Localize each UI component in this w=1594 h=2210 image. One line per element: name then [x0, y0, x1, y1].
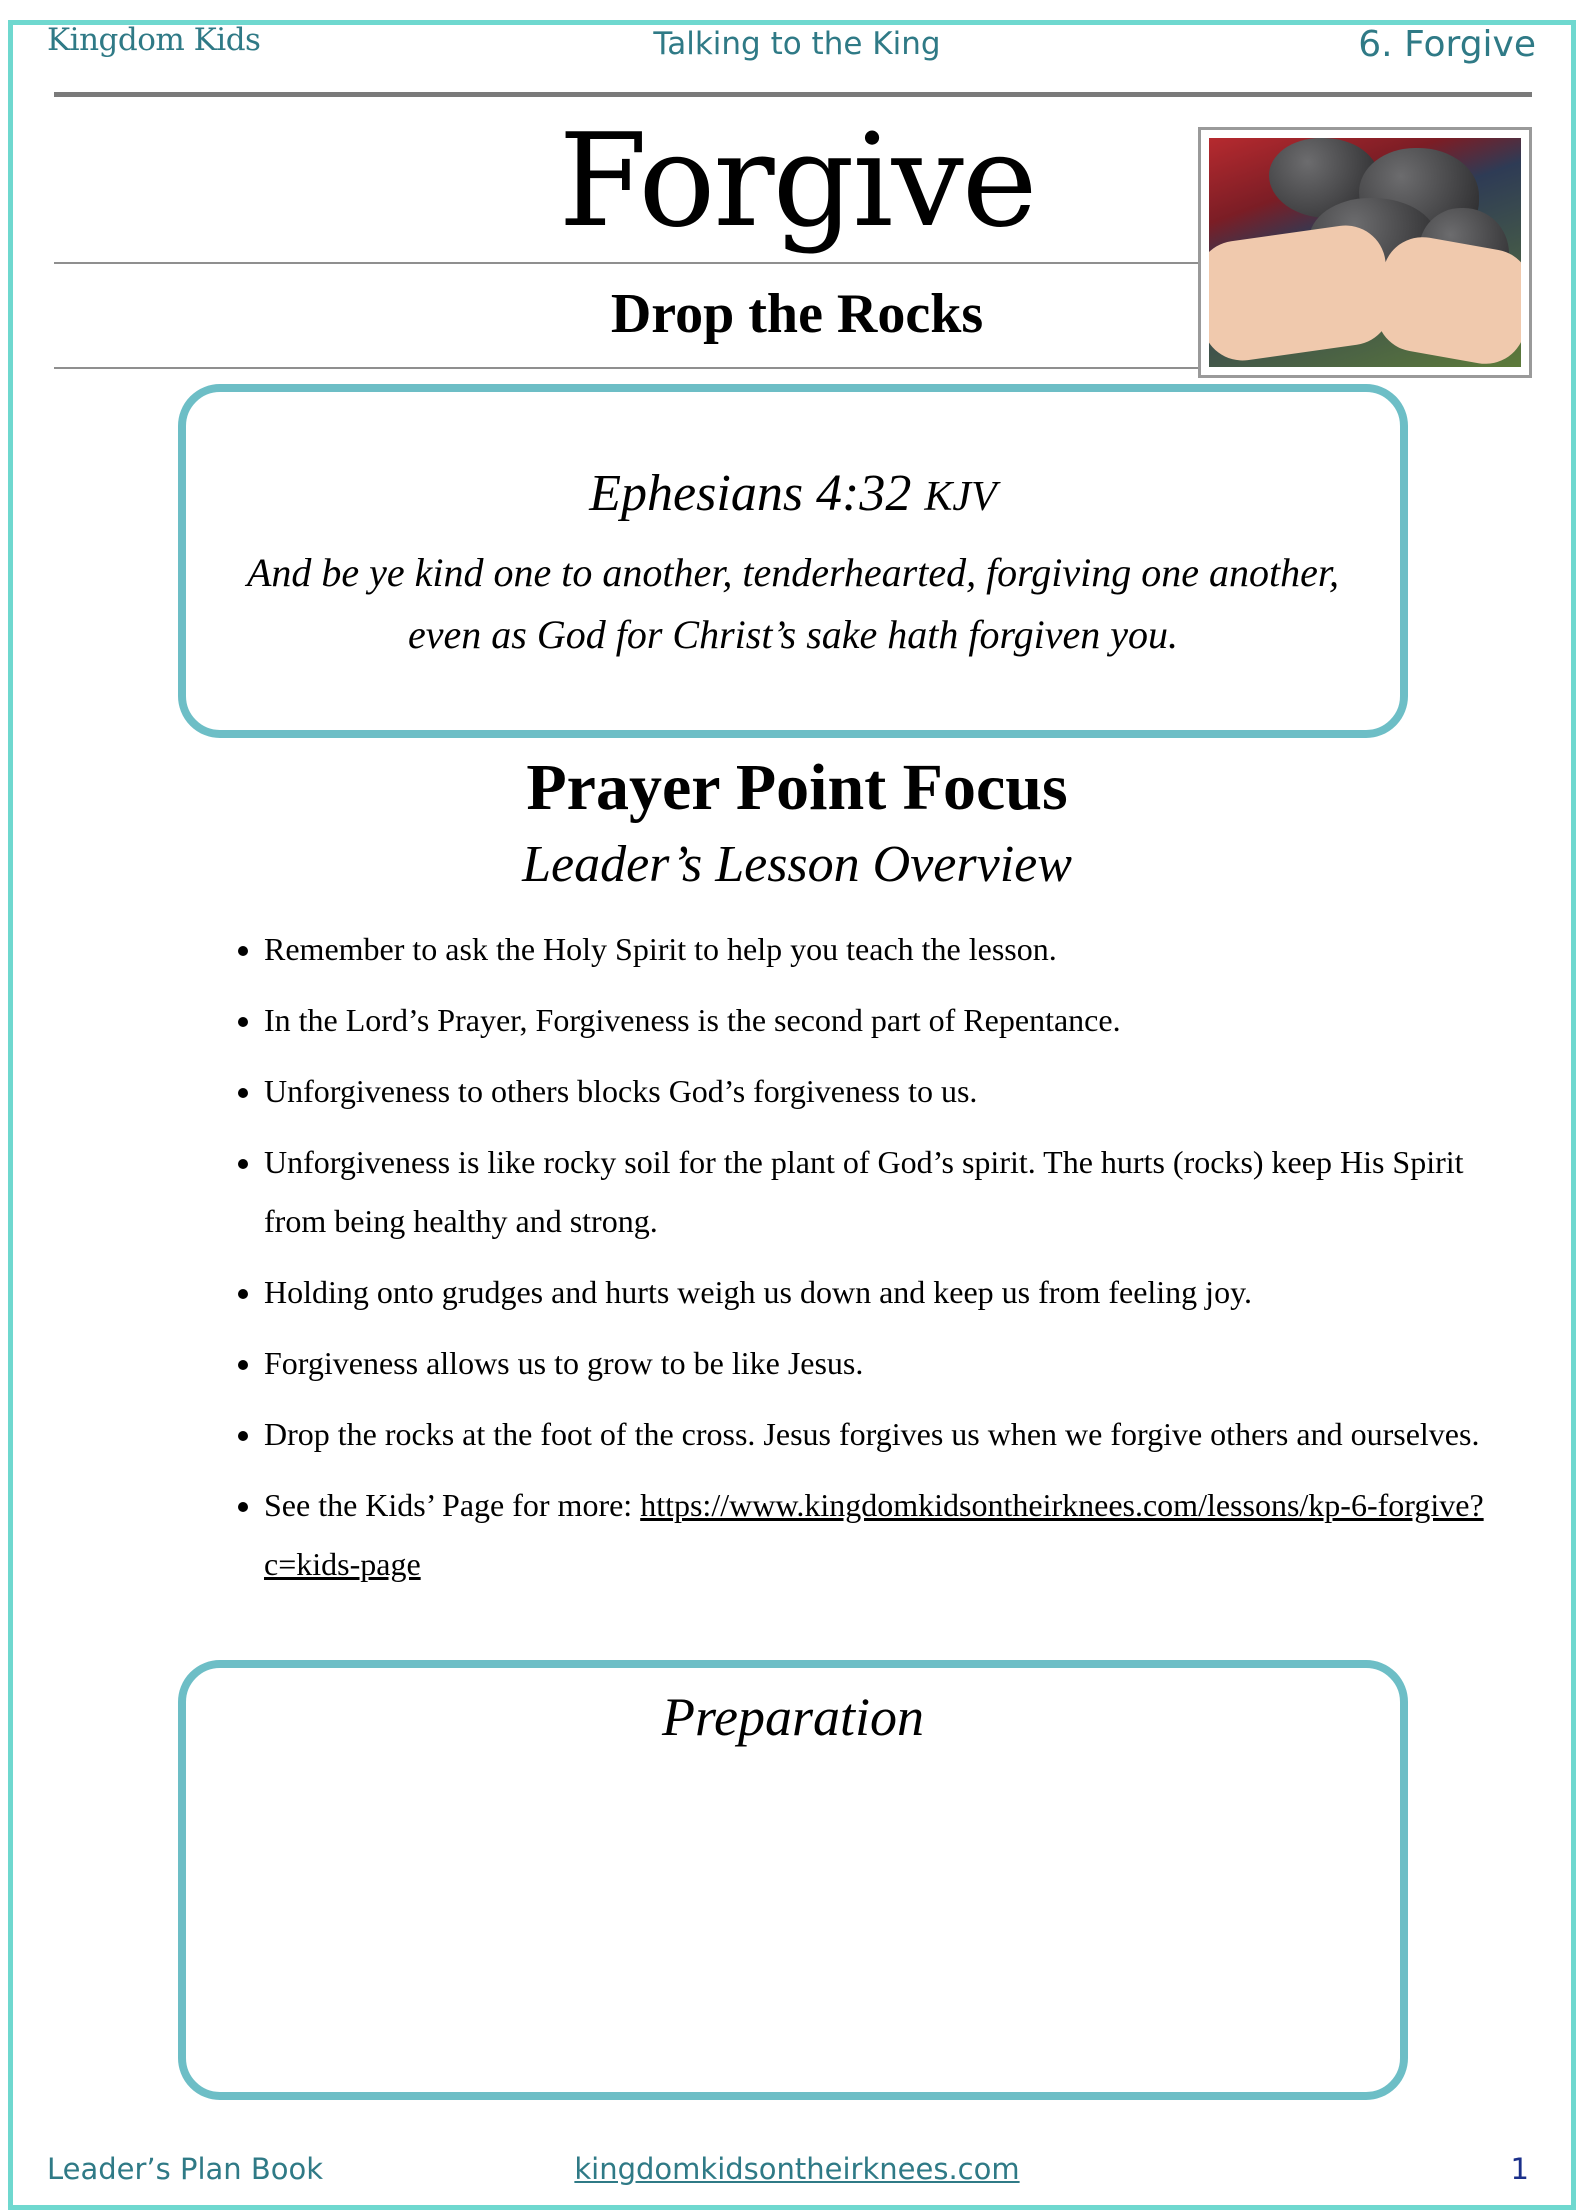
preparation-box [178, 1660, 1408, 2100]
verse-reference-text: Ephesians 4:32 [589, 465, 912, 522]
verse-box [178, 384, 1408, 738]
page-title: Forgive [558, 107, 1036, 256]
list-item: • Drop the rocks at the foot of the cross. Jesus forgives us when we forgive others and ourselves. [264, 1405, 1514, 1464]
lesson-photo [1198, 127, 1532, 378]
overview-subheading: Leader’s Lesson Overview [522, 836, 1072, 893]
verse-reference [186, 464, 1400, 523]
verse-text: And be ye kind one to another, tenderhearted, forgiving one another, even as God for Christ’s sake hath forgiven you. [246, 550, 1339, 657]
list-item: • Unforgiveness is like rocky soil for the plant of God’s spirit. The hurts (rocks) keep His Spirit from being healthy and strong. [264, 1133, 1514, 1251]
kids-page-link[interactable]: https://www.kingdomkidsontheirknees.com/lessons/kp-6-forgive?c=kids-page [264, 1487, 1484, 1582]
overview-list [228, 920, 1514, 1606]
verse-version: KJV [924, 474, 997, 520]
title-divider [54, 262, 1254, 264]
footer-website-link[interactable]: kingdomkidsontheirknees.com [574, 2152, 1020, 2186]
hand-shape [1209, 220, 1396, 365]
preparation-heading: Preparation [662, 1687, 924, 1747]
list-item: • Unforgiveness to others blocks God’s forgiveness to us. [264, 1062, 1514, 1121]
header-brand: Kingdom Kids [47, 22, 261, 58]
list-item: • Holding onto grudges and hurts weigh us down and keep us from feeling joy. [264, 1263, 1514, 1322]
hand-shape [1370, 231, 1521, 367]
list-item: • In the Lord’s Prayer, Forgiveness is the second part of Repentance. [264, 991, 1514, 1050]
page-subtitle: Drop the Rocks [610, 283, 984, 345]
focus-heading: Prayer Point Focus [526, 751, 1068, 824]
link-prefix: See the Kids’ Page for more: [264, 1487, 641, 1523]
hands-holding-rocks-photo [1209, 138, 1521, 367]
list-item [264, 1476, 1514, 1594]
page-number: 1 [1510, 2152, 1529, 2186]
header-divider [54, 92, 1532, 97]
list-item: • Forgiveness allows us to grow to be like Jesus. [264, 1334, 1514, 1393]
header-lesson: 6. Forgive [1358, 24, 1536, 65]
footer-left: Leader’s Plan Book [47, 2152, 324, 2186]
list-item: • Remember to ask the Holy Spirit to help you teach the lesson. [264, 920, 1514, 979]
subtitle-divider [54, 367, 1254, 369]
header-series: Talking to the King [653, 26, 941, 62]
